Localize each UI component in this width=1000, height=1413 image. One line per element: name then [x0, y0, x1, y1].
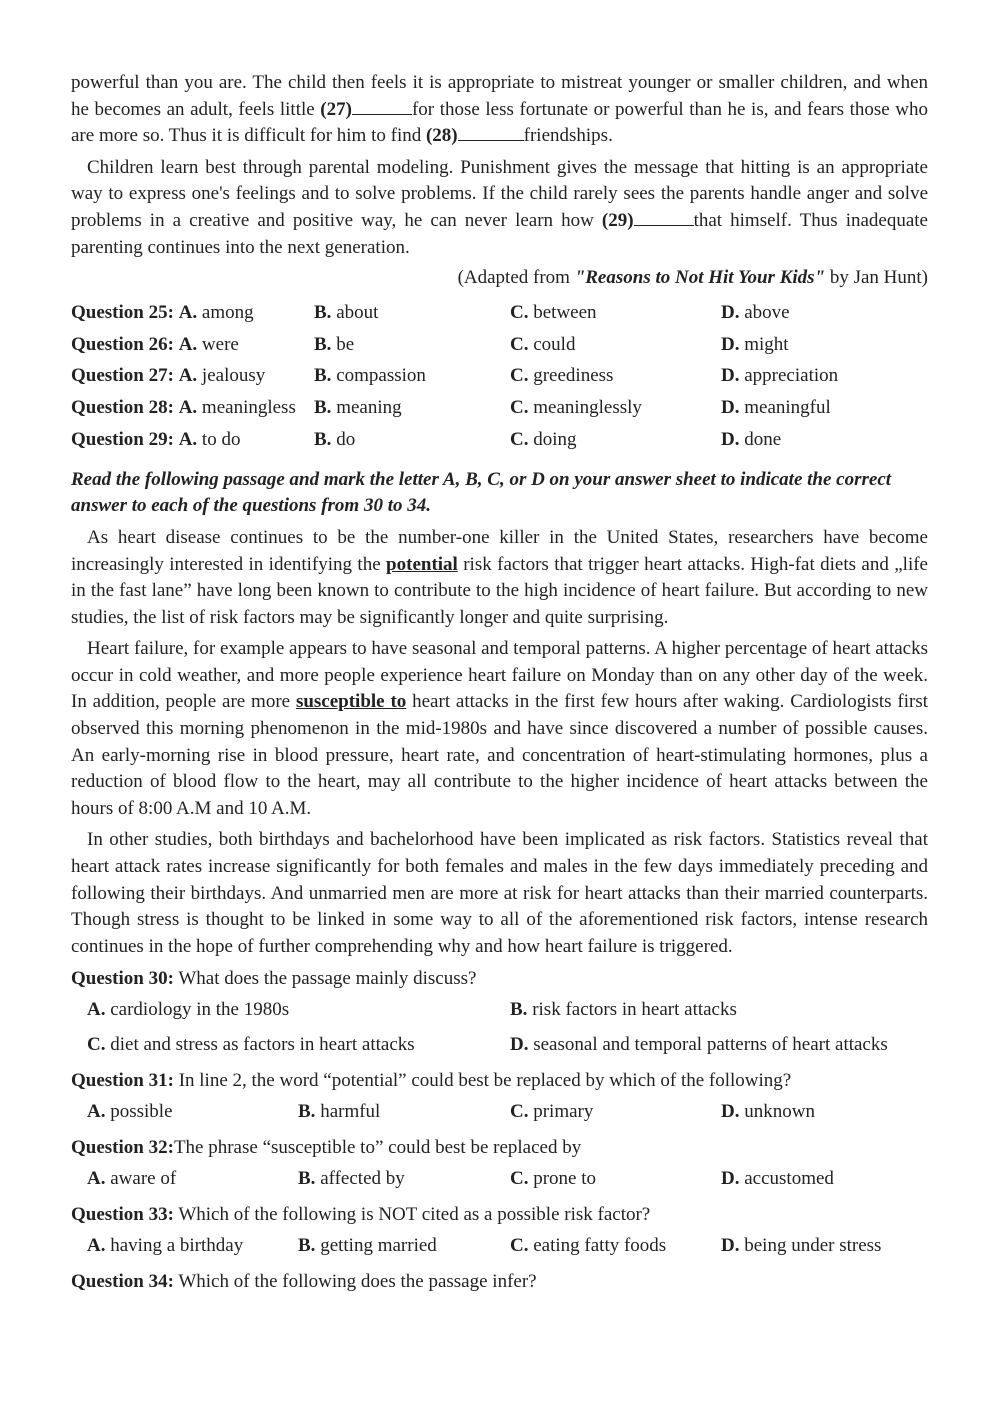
option-c[interactable]: eating fatty foods: [533, 1235, 667, 1257]
question-29: [71, 429, 928, 461]
question-text: Which of the following does the passage infer?: [173, 1271, 537, 1293]
option-letter: C.: [510, 397, 529, 419]
blank-number-29: (29): [601, 209, 634, 231]
question-32-options: [71, 1161, 928, 1196]
citation-suffix: by Jan Hunt): [825, 267, 928, 289]
question-label: Question 29:: [71, 428, 174, 450]
option-b[interactable]: affected by: [320, 1168, 405, 1190]
worksheet-page: [71, 70, 928, 1295]
option-a[interactable]: jealousy: [201, 365, 266, 387]
reading-text: Heart failure, for example appears to have seasonal and temporal patterns. A higher percentage of heart attacks occur in cold weather, and more people experience heart failure on Monday than on any other day of the week. In addition, people are more: [71, 638, 928, 713]
option-letter: C.: [510, 428, 529, 450]
option-letter: C.: [510, 1168, 529, 1190]
underlined-word-potential: potential: [386, 553, 458, 575]
option-b[interactable]: meaning: [336, 397, 402, 419]
option-letter: C.: [510, 1101, 529, 1123]
cloze-text: for those less fortunate or powerful than he is, and fears: [411, 98, 844, 120]
option-letter: A.: [178, 397, 198, 419]
option-d[interactable]: above: [744, 301, 790, 323]
blank-28: [458, 123, 524, 141]
reading-text: As heart disease continues to be the number-one killer in the United States, researchers have become increasingly interested in identifying the: [71, 526, 928, 575]
question-label: Question 27:: [71, 365, 174, 387]
source-citation: [71, 265, 928, 292]
question-label: Question 34:: [71, 1271, 174, 1293]
option-b[interactable]: do: [336, 428, 356, 450]
option-d[interactable]: appreciation: [744, 365, 839, 387]
question-33-options: [71, 1228, 928, 1263]
reading-text: heart attacks in the first few hours after waking. Cardiologists first observed this morning phenomenon in the mid-1980s and have since discovered a number of possible causes. An early-morning rise in blood pressure, heart rate, and concentration of heart-stimulating hormones, plus a reduction of blood flow to the heart, may all contribute to the higher incidence of heart attacks between the hours of 8:00 A.M and 10 A.M.: [71, 691, 928, 819]
option-letter: B.: [314, 333, 332, 355]
option-letter: B.: [298, 1235, 316, 1257]
option-letter: A.: [178, 301, 198, 323]
option-letter: B.: [510, 999, 528, 1021]
question-31-options: [71, 1094, 928, 1129]
option-b[interactable]: be: [336, 333, 355, 355]
blank-number-27: (27): [320, 98, 352, 120]
option-letter: B.: [298, 1101, 316, 1123]
cloze-question-list: [71, 302, 928, 461]
option-letter: D.: [721, 428, 740, 450]
blank-27: [352, 97, 412, 115]
question-27: [71, 365, 928, 397]
question-label: Question 31:: [71, 1070, 174, 1092]
cloze-paragraph-2: [71, 155, 928, 261]
option-letter: D.: [721, 1235, 740, 1257]
question-label: Question 30:: [71, 968, 174, 990]
question-30-options-row-1: [71, 992, 928, 1027]
option-letter: D.: [721, 365, 740, 387]
question-text: What does the passage mainly discuss?: [173, 968, 477, 990]
question-25: [71, 302, 928, 334]
reading-instruction: Read the following passage and mark the letter A, B, C, or D on your answer sheet to indicate the correct answer to each of the questions from 30 to 34.: [71, 468, 892, 517]
reading-paragraph-1: [71, 525, 928, 631]
option-a[interactable]: cardiology in the 1980s: [110, 999, 290, 1021]
option-a[interactable]: having a birthday: [110, 1235, 244, 1257]
option-c[interactable]: doing: [533, 428, 577, 450]
cloze-text: that himself. Thus inadequate parenting continues into the next generation.: [71, 209, 928, 258]
option-letter: B.: [314, 397, 332, 419]
citation-title: "Reasons to Not Hit Your Kids": [574, 267, 826, 289]
cloze-text: friendships.: [523, 125, 613, 147]
option-d[interactable]: being under stress: [744, 1235, 882, 1257]
option-letter: A.: [87, 1235, 106, 1257]
option-letter: B.: [314, 301, 332, 323]
option-letter: A.: [87, 1101, 106, 1123]
option-letter: B.: [314, 428, 332, 450]
reading-paragraph-2: [71, 636, 928, 822]
question-30: [71, 965, 928, 992]
option-letter: C.: [510, 365, 529, 387]
option-c[interactable]: could: [533, 333, 576, 355]
option-a[interactable]: among: [201, 301, 254, 323]
cloze-text: when he becomes an adult, feels little: [71, 72, 928, 120]
question-text: The phrase “susceptible to” could best be replaced by: [173, 1137, 582, 1159]
question-32: [71, 1134, 928, 1161]
blank-number-28: (28): [425, 125, 458, 147]
question-label: Question 32:: [71, 1137, 174, 1159]
underlined-phrase-susceptible-to: susceptible to: [295, 691, 407, 713]
citation-prefix: (Adapted from: [457, 267, 575, 289]
option-d[interactable]: done: [744, 428, 782, 450]
option-letter: D.: [721, 1168, 740, 1190]
option-letter: A.: [87, 999, 106, 1021]
question-33: [71, 1201, 928, 1228]
option-letter: B.: [314, 365, 332, 387]
option-a[interactable]: meaningless: [201, 397, 296, 419]
option-b[interactable]: getting married: [320, 1235, 437, 1257]
option-c[interactable]: prone to: [533, 1168, 597, 1190]
question-label: Question 25:: [71, 301, 174, 323]
option-a[interactable]: to do: [201, 428, 241, 450]
option-b[interactable]: harmful: [320, 1101, 381, 1123]
option-letter: C.: [510, 333, 529, 355]
option-letter: D.: [721, 1101, 740, 1123]
question-31: [71, 1067, 928, 1094]
reading-paragraph-3: In other studies, both birthdays and bachelorhood have been implicated as risk factors. Statistics reveal that heart attack rates increase significantly for both females and males in the few days immediately preceding and following their birthdays. And unmarried men are more at risk for heart attacks than their married counterparts. Though stress is thought to be linked in some way to all of the aforementioned risk factors, intense research continues in the hope of further comprehending why and how heart failure is triggered.: [71, 829, 928, 957]
cloze-text: Children learn best through parental modeling. Punishment gives the message that hitting is an appropriate way to express one's feelings and to solve problems. If the child rarely sees the parents handle anger and solve problems in a creative and positive way, he can never learn how: [71, 156, 928, 231]
option-letter: B.: [298, 1168, 316, 1190]
option-letter: C.: [87, 1034, 106, 1056]
option-a[interactable]: aware of: [110, 1168, 177, 1190]
option-d[interactable]: unknown: [744, 1101, 815, 1123]
question-30-options-row-2: [71, 1027, 928, 1062]
option-b[interactable]: about: [336, 301, 379, 323]
option-letter: D.: [721, 333, 740, 355]
option-c[interactable]: diet and stress as factors in heart attacks: [110, 1034, 415, 1056]
question-26: [71, 334, 928, 366]
option-letter: A.: [87, 1168, 106, 1190]
question-label: Question 26:: [71, 333, 174, 355]
option-letter: A.: [178, 428, 198, 450]
option-c[interactable]: primary: [533, 1101, 594, 1123]
option-letter: D.: [721, 397, 740, 419]
option-a[interactable]: possible: [110, 1101, 173, 1123]
option-letter: A.: [178, 333, 198, 355]
option-b[interactable]: compassion: [336, 365, 426, 387]
option-letter: D.: [510, 1034, 529, 1056]
option-d[interactable]: accustomed: [744, 1168, 834, 1190]
option-letter: C.: [510, 1235, 529, 1257]
question-label: Question 33:: [71, 1204, 174, 1226]
cloze-paragraph-1: [71, 70, 928, 150]
reading-text: risk factors that trigger heart attacks. High-fat diets and „life in the fast lane” have long been known to contribute to the high incidence of heart failure. But according to new studies, the list of risk factors may be significantly longer and quite surprising.: [71, 553, 928, 628]
option-a[interactable]: were: [201, 333, 239, 355]
option-d[interactable]: might: [744, 333, 789, 355]
question-28: [71, 397, 928, 429]
option-c[interactable]: between: [533, 301, 597, 323]
question-text: In line 2, the word “potential” could best be replaced by which of the following?: [173, 1070, 792, 1092]
question-text: Which of the following is NOT cited as a possible risk factor?: [173, 1204, 651, 1226]
option-letter: D.: [721, 301, 740, 323]
option-d[interactable]: meaningful: [744, 397, 831, 419]
option-d[interactable]: seasonal and temporal patterns of heart attacks: [533, 1034, 888, 1056]
option-letter: A.: [178, 365, 198, 387]
cloze-text: powerful than you are. The child then feels it is appropriate to mistreat younger or smaller children, and: [71, 72, 881, 93]
option-b[interactable]: risk factors in heart attacks: [532, 999, 737, 1021]
option-letter: C.: [510, 301, 529, 323]
cloze-text: those who are more so. Thus it is difficult for him to find: [71, 98, 929, 147]
option-c[interactable]: greediness: [533, 365, 614, 387]
question-label: Question 28:: [71, 397, 174, 419]
blank-29: [634, 208, 694, 226]
option-c[interactable]: meaninglessly: [533, 397, 642, 419]
question-34: [71, 1268, 928, 1295]
